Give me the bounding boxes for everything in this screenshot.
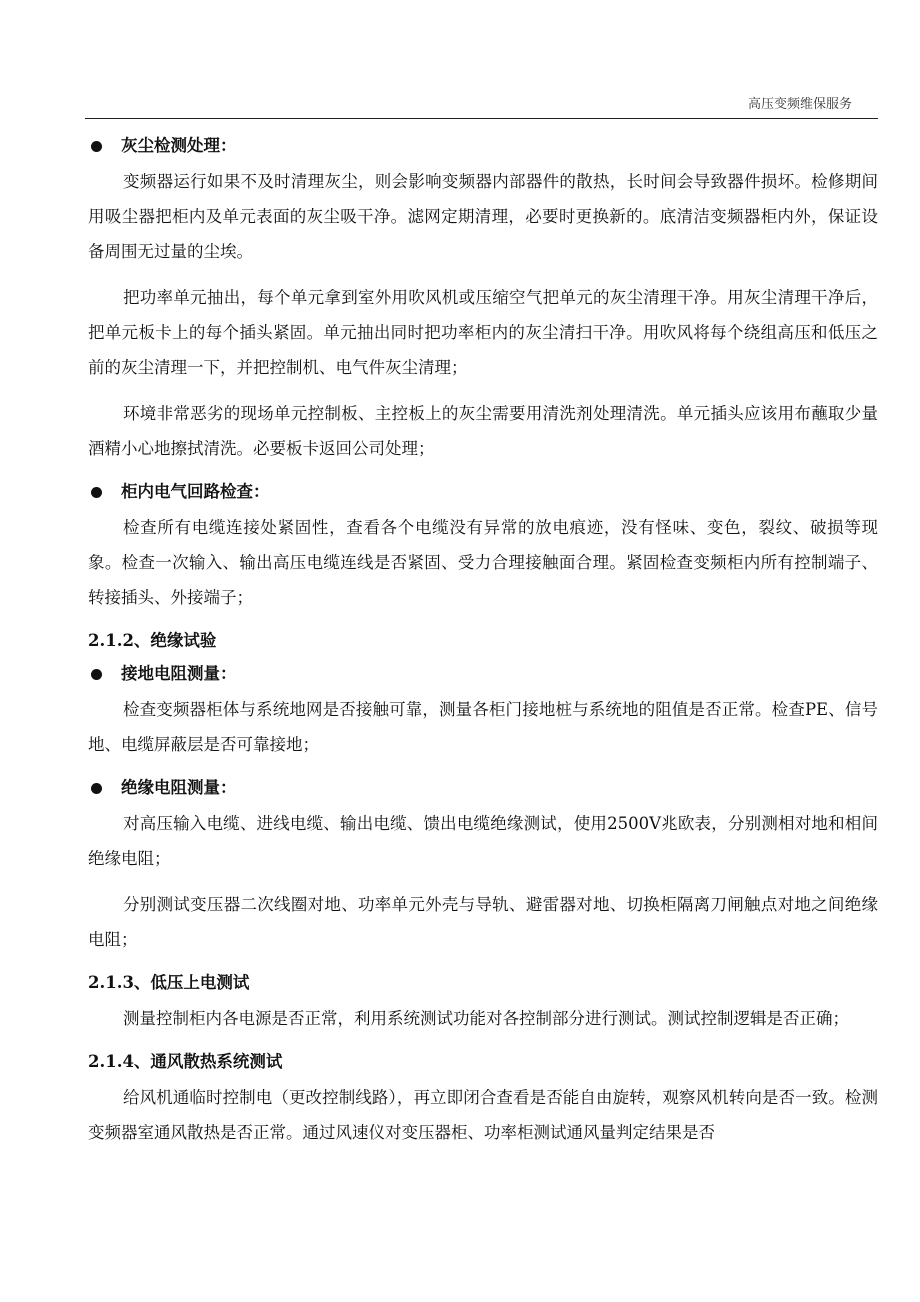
document-body [88,131,878,1161]
bullet-dot-icon [91,487,102,498]
bullet-heading [88,131,878,161]
bullet-heading-text: 柜内电气回路检查： [121,482,270,501]
body-paragraph: 检查变频器柜体与系统地网是否接触可靠，测量各柜门接地桩与系统地的阻值是否正常。检查PE、信号地、电缆屏蔽层是否可靠接地； [88,700,878,754]
bullet-dot-icon [91,783,102,794]
page-header [85,96,878,119]
bullet-heading [88,477,878,507]
body-paragraph: 分别测试变压器二次线圈对地、功率单元外壳与导轨、避雷器对地、切换柜隔离刀闸触点对地之间绝缘电阻； [88,895,878,949]
body-paragraph: 把功率单元抽出，每个单元拿到室外用吹风机或压缩空气把单元的灰尘清理干净。用灰尘清理干净后，把单元板卡上的每个插头紧固。单元抽出同时把功率柜内的灰尘清扫干净。用吹风将每个绕组高压和低压之前的灰尘清理一下，并把控制机、电气件灰尘清理； [88,288,878,377]
header-title: 高压变频维保服务 [747,97,852,112]
section-heading: 2.1.3、低压上电测试 [88,973,250,992]
bullet-dot-icon [91,141,102,152]
section-heading: 2.1.4、通风散热系统测试 [88,1052,283,1071]
bullet-heading-text: 绝缘电阻测量： [121,778,237,797]
body-paragraph: 测量控制柜内各电源是否正常，利用系统测试功能对各控制部分进行测试。测试控制逻辑是否正确； [123,1009,849,1028]
body-paragraph: 变频器运行如果不及时清理灰尘，则会影响变频器内部器件的散热，长时间会导致器件损坏。检修期间用吸尘器把柜内及单元表面的灰尘吸干净。滤网定期清理，必要时更换新的。底清洁变频器柜内外，保证设备周围无过量的尘埃。 [88,172,878,261]
bullet-heading-text: 接地电阻测量： [121,664,237,683]
bullet-heading [88,659,878,689]
section-heading: 2.1.2、绝缘试验 [88,631,217,650]
bullet-heading [88,773,878,803]
body-paragraph: 检查所有电缆连接处紧固性，查看各个电缆没有异常的放电痕迹，没有怪味、变色，裂纹、破损等现象。检查一次输入、输出高压电缆连线是否紧固、受力合理接触面合理。紧固检查变频柜内所有控制端子、转接插头、外接端子； [88,518,878,607]
body-paragraph: 给风机通临时控制电（更改控制线路），再立即闭合查看是否能自由旋转，观察风机转向是否一致。检测变频器室通风散热是否正常。通过风速仪对变压器柜、功率柜测试通风量判定结果是否 [88,1088,878,1142]
bullet-heading-text: 灰尘检测处理： [121,136,237,155]
body-paragraph: 环境非常恶劣的现场单元控制板、主控板上的灰尘需要用清洗剂处理清洗。单元插头应该用布蘸取少量酒精小心地擦拭清洗。必要板卡返回公司处理； [88,404,878,458]
body-paragraph: 对高压输入电缆、进线电缆、输出电缆、馈出电缆绝缘测试，使用2500V兆欧表，分别测相对地和相间绝缘电阻； [88,814,878,868]
bullet-dot-icon [91,669,102,680]
